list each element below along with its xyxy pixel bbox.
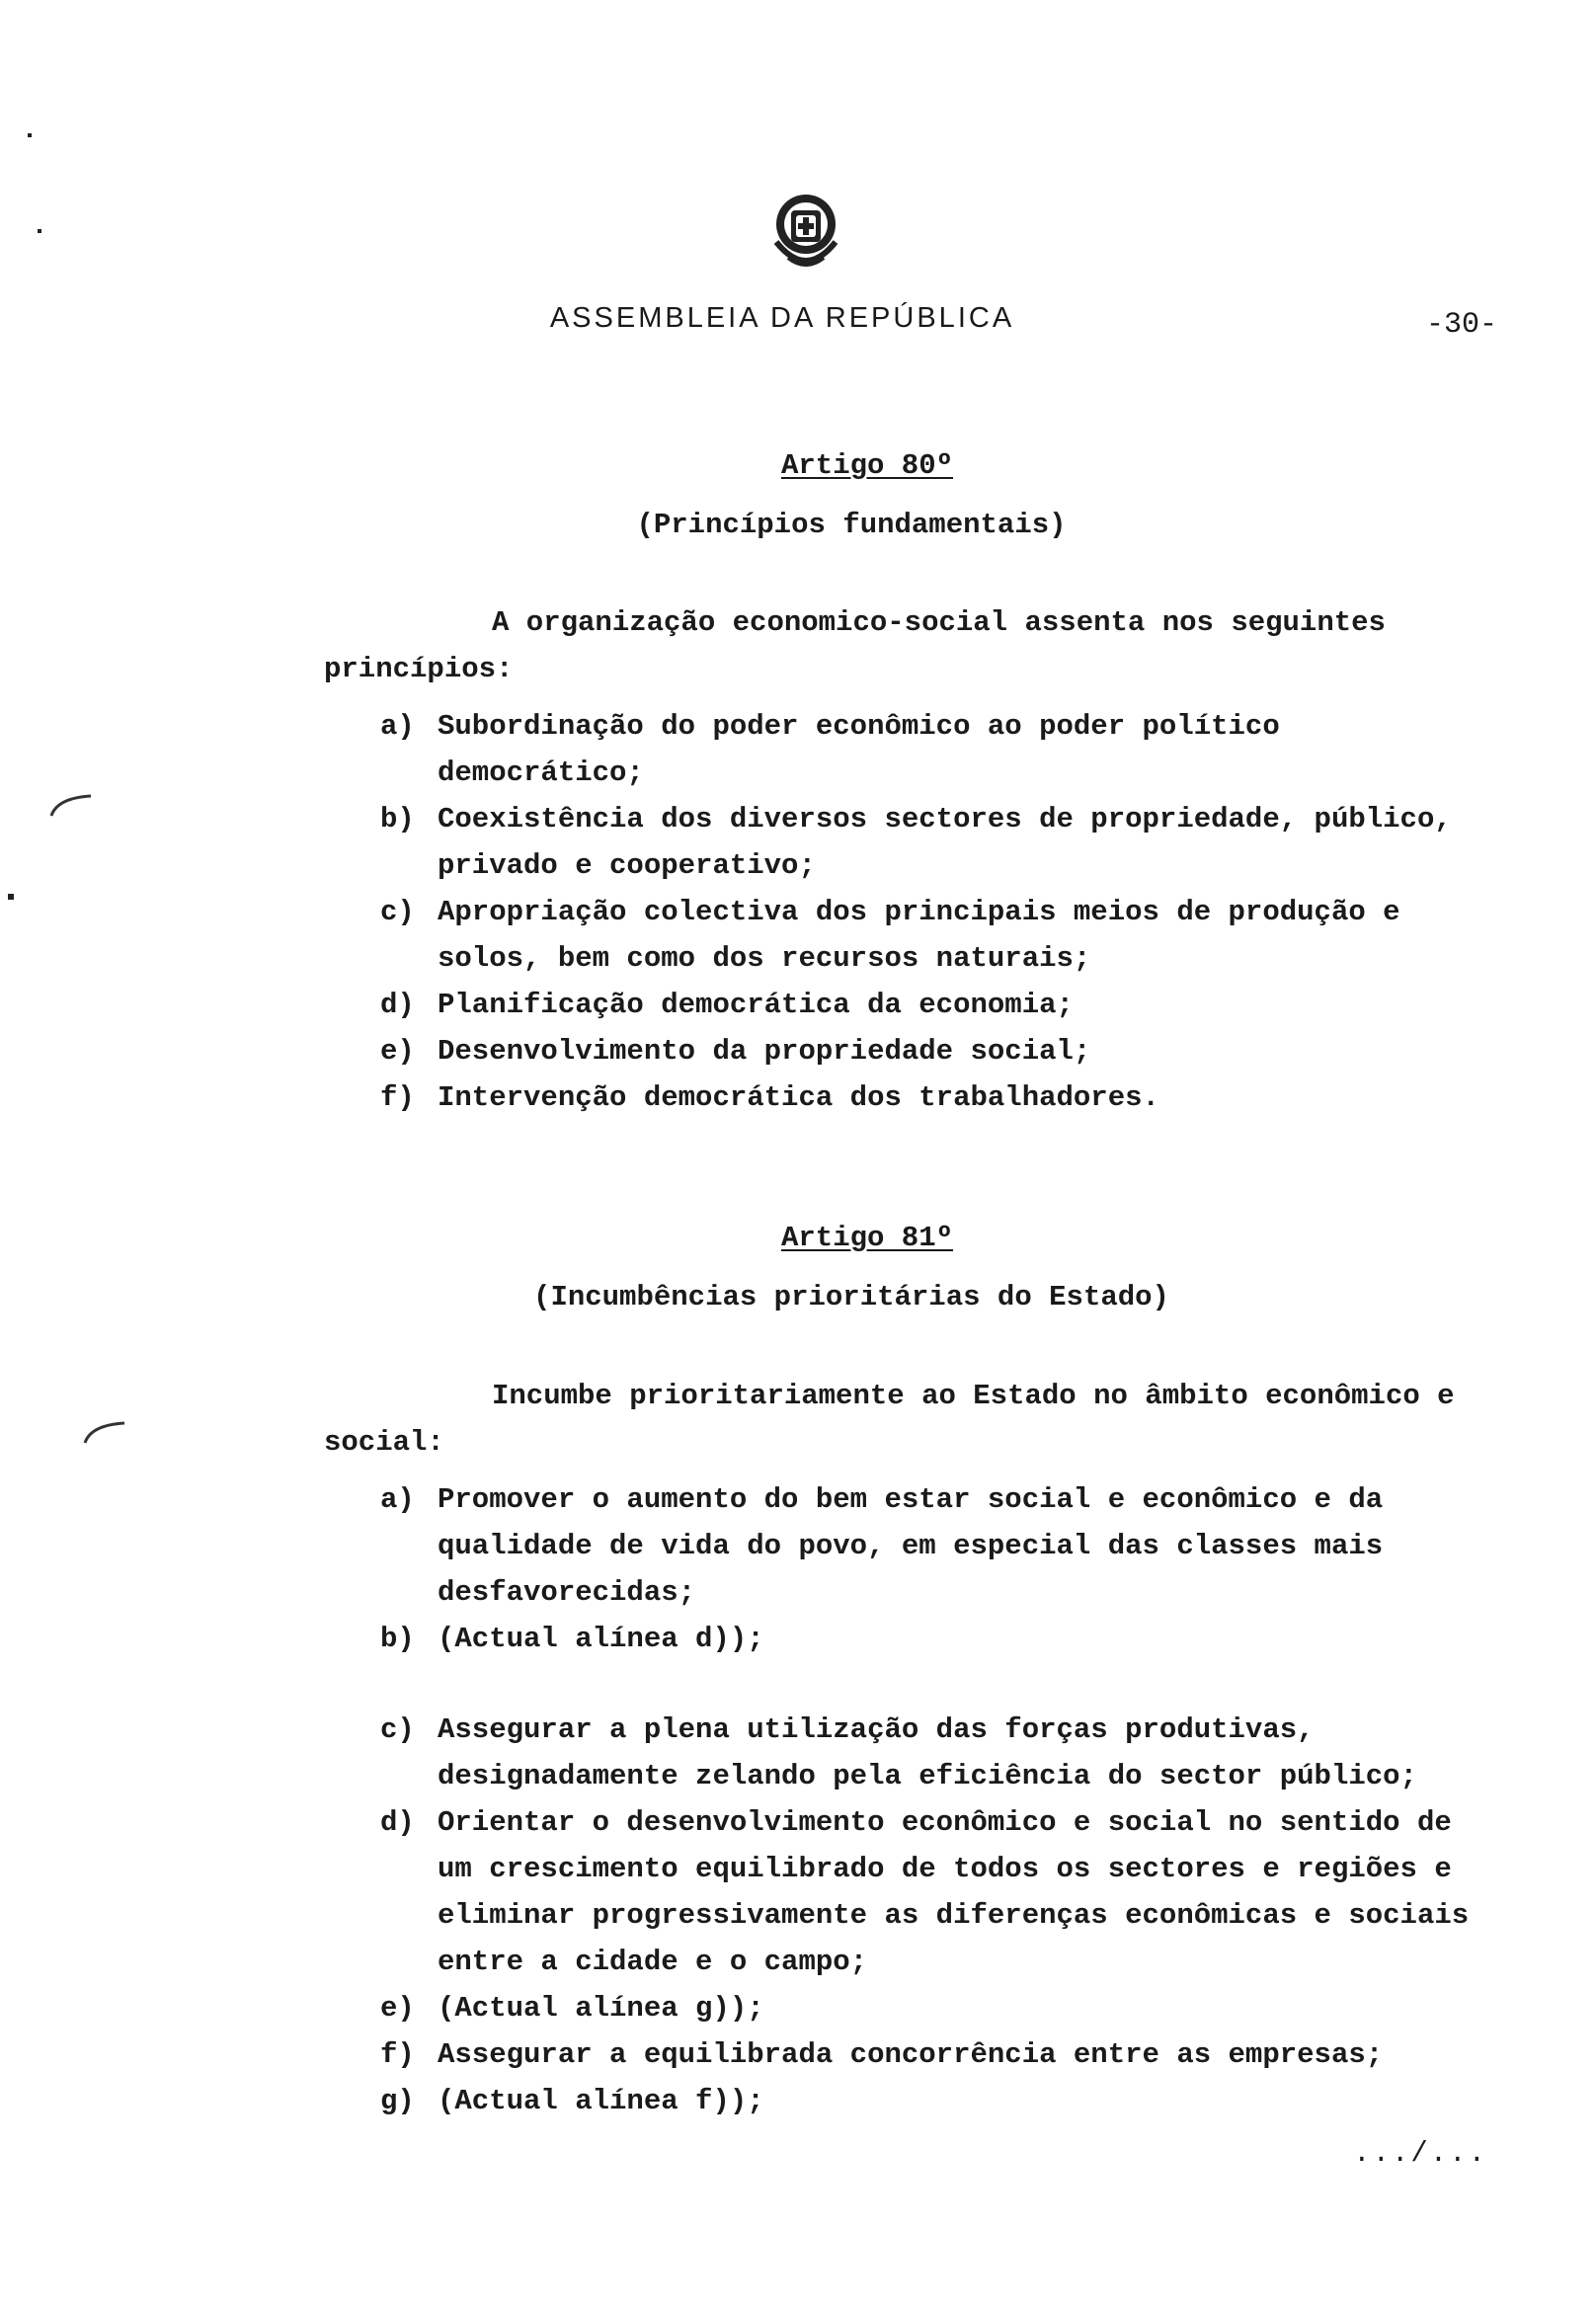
item-label: f) bbox=[380, 2038, 415, 2071]
item-label: g) bbox=[380, 2085, 415, 2117]
coat-of-arms-icon bbox=[758, 181, 853, 287]
item-label: c) bbox=[380, 896, 415, 928]
item-label: b) bbox=[380, 803, 415, 835]
list-item bbox=[380, 1799, 1496, 1985]
article-81-intro: Incumbe prioritariamente ao Estado no âmbito econômico e social: bbox=[324, 1380, 1455, 1459]
scan-curve-mark bbox=[81, 1417, 130, 1447]
item-label: b) bbox=[380, 1623, 415, 1655]
list-item bbox=[380, 2078, 1496, 2124]
list-item bbox=[380, 1616, 1496, 1662]
item-text: (Actual alínea g)); bbox=[438, 1992, 764, 2025]
article-80-title: Artigo 80º bbox=[780, 449, 954, 482]
scan-speck bbox=[38, 229, 41, 233]
article-80-list bbox=[380, 703, 1496, 1121]
item-text: Orientar o desenvolvimento econômico e social no sentido de um crescimento equilibrado de todos os sectores e regiões e eliminar progressivamente as diferenças econômicas e sociais entre a cidade e o campo; bbox=[438, 1806, 1470, 1978]
item-text: Planificação democrática da economia; bbox=[438, 989, 1074, 1021]
item-text: (Actual alínea f)); bbox=[438, 2085, 764, 2117]
continuation-marker: .../... bbox=[1353, 2137, 1487, 2170]
list-item bbox=[380, 889, 1496, 982]
item-text: (Actual alínea d)); bbox=[438, 1623, 764, 1655]
item-label: d) bbox=[380, 989, 415, 1021]
list-item bbox=[380, 1985, 1496, 2031]
list-item bbox=[380, 1707, 1496, 1799]
scan-curve-mark bbox=[47, 790, 97, 820]
item-label: d) bbox=[380, 1806, 415, 1839]
item-text: Desenvolvimento da propriedade social; bbox=[438, 1035, 1091, 1068]
list-item bbox=[380, 1074, 1496, 1121]
article-80-intro: A organização economico-social assenta nos seguintes princípios: bbox=[324, 606, 1386, 685]
article-81-title: Artigo 81º bbox=[780, 1222, 954, 1254]
item-label: a) bbox=[380, 710, 415, 743]
item-text: Promover o aumento do bem estar social e econômico e da qualidade de vida do povo, em especial das classes mais desfavorecidas; bbox=[438, 1483, 1384, 1609]
item-text: Apropriação colectiva dos principais meios de produção e solos, bem como dos recursos naturais; bbox=[438, 896, 1400, 975]
list-item bbox=[380, 703, 1496, 796]
item-label: a) bbox=[380, 1483, 415, 1516]
list-item bbox=[380, 1028, 1496, 1074]
item-label: f) bbox=[380, 1081, 415, 1114]
list-item bbox=[380, 1476, 1496, 1616]
scan-speck bbox=[8, 894, 14, 900]
institution-name: ASSEMBLEIA DA REPÚBLICA bbox=[549, 302, 1015, 334]
list-item bbox=[380, 2031, 1496, 2078]
page-number: -30- bbox=[1425, 308, 1497, 342]
item-text: Assegurar a equilibrada concorrência entre as empresas; bbox=[438, 2038, 1384, 2071]
item-label: e) bbox=[380, 1992, 415, 2025]
item-label: c) bbox=[380, 1713, 415, 1746]
scan-speck bbox=[28, 133, 32, 137]
article-81-list bbox=[380, 1476, 1496, 2124]
list-item bbox=[380, 982, 1496, 1028]
item-text: Subordinação do poder econômico ao poder político democrático; bbox=[438, 710, 1280, 789]
item-text: Assegurar a plena utilização das forças produtivas, designadamente zelando pela eficiência do sector público; bbox=[438, 1713, 1417, 1792]
item-text: Intervenção democrática dos trabalhadores. bbox=[438, 1081, 1159, 1114]
item-text: Coexistência dos diversos sectores de propriedade, público, privado e cooperativo; bbox=[438, 803, 1452, 882]
list-item bbox=[380, 796, 1496, 889]
article-80-subtitle: (Princípios fundamentais) bbox=[636, 509, 1067, 541]
item-label: e) bbox=[380, 1035, 415, 1068]
article-81-subtitle: (Incumbências prioritárias do Estado) bbox=[533, 1281, 1169, 1313]
